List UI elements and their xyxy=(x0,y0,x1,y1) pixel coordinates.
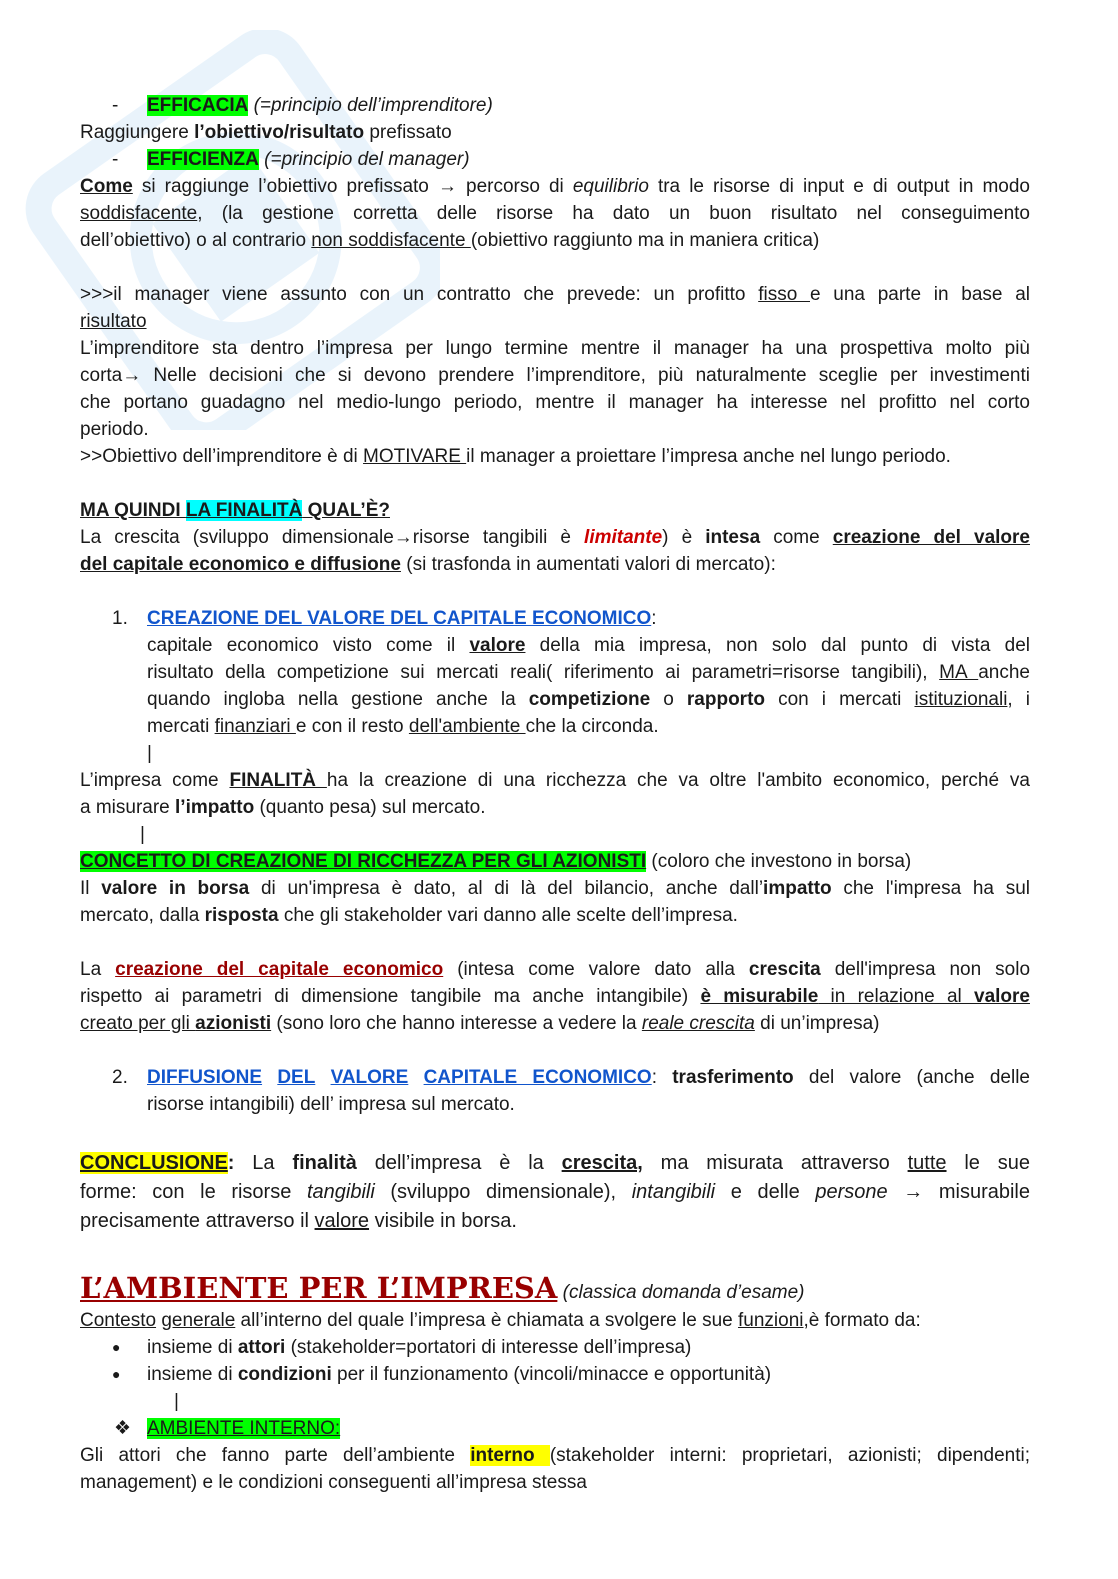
azionisti-title-line: CONCETTO DI CREAZIONE DI RICCHEZZA PER GLI AZIONISTI (coloro che investono in borsa) xyxy=(80,851,912,872)
manager-paragraph-line: corta→ Nelle decisioni che si devono prendere l’imprenditore, più naturalmente sceglie per investimenti xyxy=(80,365,1030,386)
manager-paragraph-line: risultato xyxy=(80,311,147,332)
impresa-paragraph-line: a misurare l’impatto (quanto pesa) sul mercato. xyxy=(80,797,486,818)
ambiente-paragraph-line: Contesto generale all’interno del quale l’impresa è chiamata a svolgere le sue funzioni,è formato da: xyxy=(80,1310,921,1331)
conclusione-label: CONCLUSIONE xyxy=(80,1152,228,1174)
conclusione-paragraph-line: CONCLUSIONE: La finalità dell’impresa è la crescita, ma misurata attraverso tutte le sue xyxy=(80,1152,1030,1174)
manager-paragraph-line: >>>il manager viene assunto con un contratto che prevede: un profitto fisso e una parte in base al xyxy=(80,284,1030,305)
ambiente-paragraph-line: Gli attori che fanno parte dell’ambiente interno (stakeholder interni: proprietari, azionisti; dipendenti; xyxy=(80,1445,1030,1466)
azionisti-paragraph-line: mercato, dalla risposta che gli stakeholder vari danno alle scelte dell’impresa. xyxy=(80,905,738,926)
finalita-paragraph-line: del capitale economico e diffusione (si trasfonda in aumentati valori di mercato): xyxy=(80,554,776,575)
list-number-2: 2. xyxy=(112,1067,128,1088)
list-number-1: 1. xyxy=(112,608,128,629)
creazione-paragraph-line: La creazione del capitale economico (intesa come valore dato alla crescita dell'impresa non solo xyxy=(80,959,1030,980)
ambiente-title: L’AMBIENTE PER L’IMPRESA xyxy=(80,1271,558,1305)
conclusione-paragraph-line: forme: con le risorse tangibili (sviluppo dimensionale), intangibili e delle persone → misurabile xyxy=(80,1181,1030,1203)
impresa-paragraph-line: L’impresa come FINALITÀ ha la creazione di una ricchezza che va oltre l'ambito economico, perché va xyxy=(80,770,1030,791)
ambiente-bullet-condizioni: insieme di condizioni per il funzionamento (vincoli/minacce e opportunità) xyxy=(147,1364,772,1385)
item1-paragraph-line: quando ingloba nella gestione anche la competizione o rapporto con i mercati istituzionali, i xyxy=(147,689,1030,710)
item2-title-line: DIFFUSIONE DEL VALORE CAPITALE ECONOMICO: trasferimento del valore (anche delle xyxy=(147,1067,1030,1088)
connector-bar: | xyxy=(174,1391,179,1412)
conclusione-paragraph-line: precisamente attraverso il valore visibile in borsa. xyxy=(80,1210,517,1232)
efficacia-term: EFFICACIA xyxy=(147,95,249,116)
item1-paragraph-line: capitale economico visto come il valore della mia impresa, non solo dal punto di vista del xyxy=(147,635,1030,656)
manager-paragraph-line: che portano guadagno nel medio-lungo periodo, mentre il manager ha interesse nel profitto nel corto xyxy=(80,392,1030,413)
efficacia-description: Raggiungere l’obiettivo/risultato prefissato xyxy=(80,122,452,143)
item1-paragraph-line: risultato della competizione sui mercati reali( riferimento ai parametri=risorse tangibili), MA anche xyxy=(147,662,1030,683)
connector-bar: | xyxy=(140,824,145,845)
finalita-question: MA QUINDI LA FINALITÀ QUAL’È? xyxy=(80,500,390,521)
creazione-paragraph-line: creato per gli azionisti (sono loro che hanno interesse a vedere la reale crescita di un’impresa) xyxy=(80,1013,880,1034)
connector-bar: | xyxy=(147,743,152,764)
item1-title-line: CREAZIONE DEL VALORE DEL CAPITALE ECONOMICO: xyxy=(147,608,657,629)
bullet-icon: ● xyxy=(112,1339,121,1355)
efficacia-line: EFFICACIA (=principio dell’imprenditore) xyxy=(147,95,493,116)
list-dash-marker: - xyxy=(112,95,119,116)
list-dash-marker: - xyxy=(112,149,119,170)
azionisti-paragraph-line: Il valore in borsa di un'impresa è dato, al di là del bilancio, anche dall’impatto che l'impresa ha sul xyxy=(80,878,1030,899)
bullet-icon: ● xyxy=(112,1366,121,1382)
efficienza-term: EFFICIENZA xyxy=(147,149,259,170)
efficienza-paragraph-line: Come si raggiunge l’obiettivo prefissato → percorso di equilibrio tra le risorse di input e di output in modo xyxy=(80,176,1030,197)
item2-paragraph-line: risorse intangibili) dell’ impresa sul mercato. xyxy=(147,1094,515,1115)
item1-paragraph-line: mercati finanziari e con il resto dell'ambiente che la circonda. xyxy=(147,716,659,737)
manager-paragraph-line: L’imprenditore sta dentro l’impresa per lungo termine mentre il manager ha una prospettiva molto più xyxy=(80,338,1030,359)
creazione-paragraph-line: rispetto ai parametri di dimensione tangibile ma anche intangibile) è misurabile in relazione al valore xyxy=(80,986,1030,1007)
finalita-paragraph-line: La crescita (sviluppo dimensionale→risorse tangibili è limitante) è intesa come creazione del valore xyxy=(80,527,1030,548)
section-heading: L’AMBIENTE PER L’IMPRESA (classica domanda d’esame) xyxy=(80,1271,805,1305)
efficienza-paragraph-line: dell’obiettivo) o al contrario non soddisfacente (obiettivo raggiunto ma in maniera critica) xyxy=(80,230,820,251)
efficienza-paragraph-line: soddisfacente, (la gestione corretta delle risorse ha dato un buon risultato nel conseguimento xyxy=(80,203,1030,224)
ambiente-interno-title-line: AMBIENTE INTERNO: xyxy=(147,1418,341,1439)
manager-paragraph-line: >>Obiettivo dell’imprenditore è di MOTIVARE il manager a proiettare l’impresa anche nel lungo periodo. xyxy=(80,446,951,467)
diamond-bullet-icon: ❖ xyxy=(114,1418,132,1439)
manager-paragraph-line: periodo. xyxy=(80,419,149,440)
ambiente-bullet-attori: insieme di attori (stakeholder=portatori di interesse dell’impresa) xyxy=(147,1337,692,1358)
efficienza-line: EFFICIENZA (=principio del manager) xyxy=(147,149,470,170)
ambiente-paragraph-line: management) e le condizioni conseguenti all’impresa stessa xyxy=(80,1472,587,1493)
